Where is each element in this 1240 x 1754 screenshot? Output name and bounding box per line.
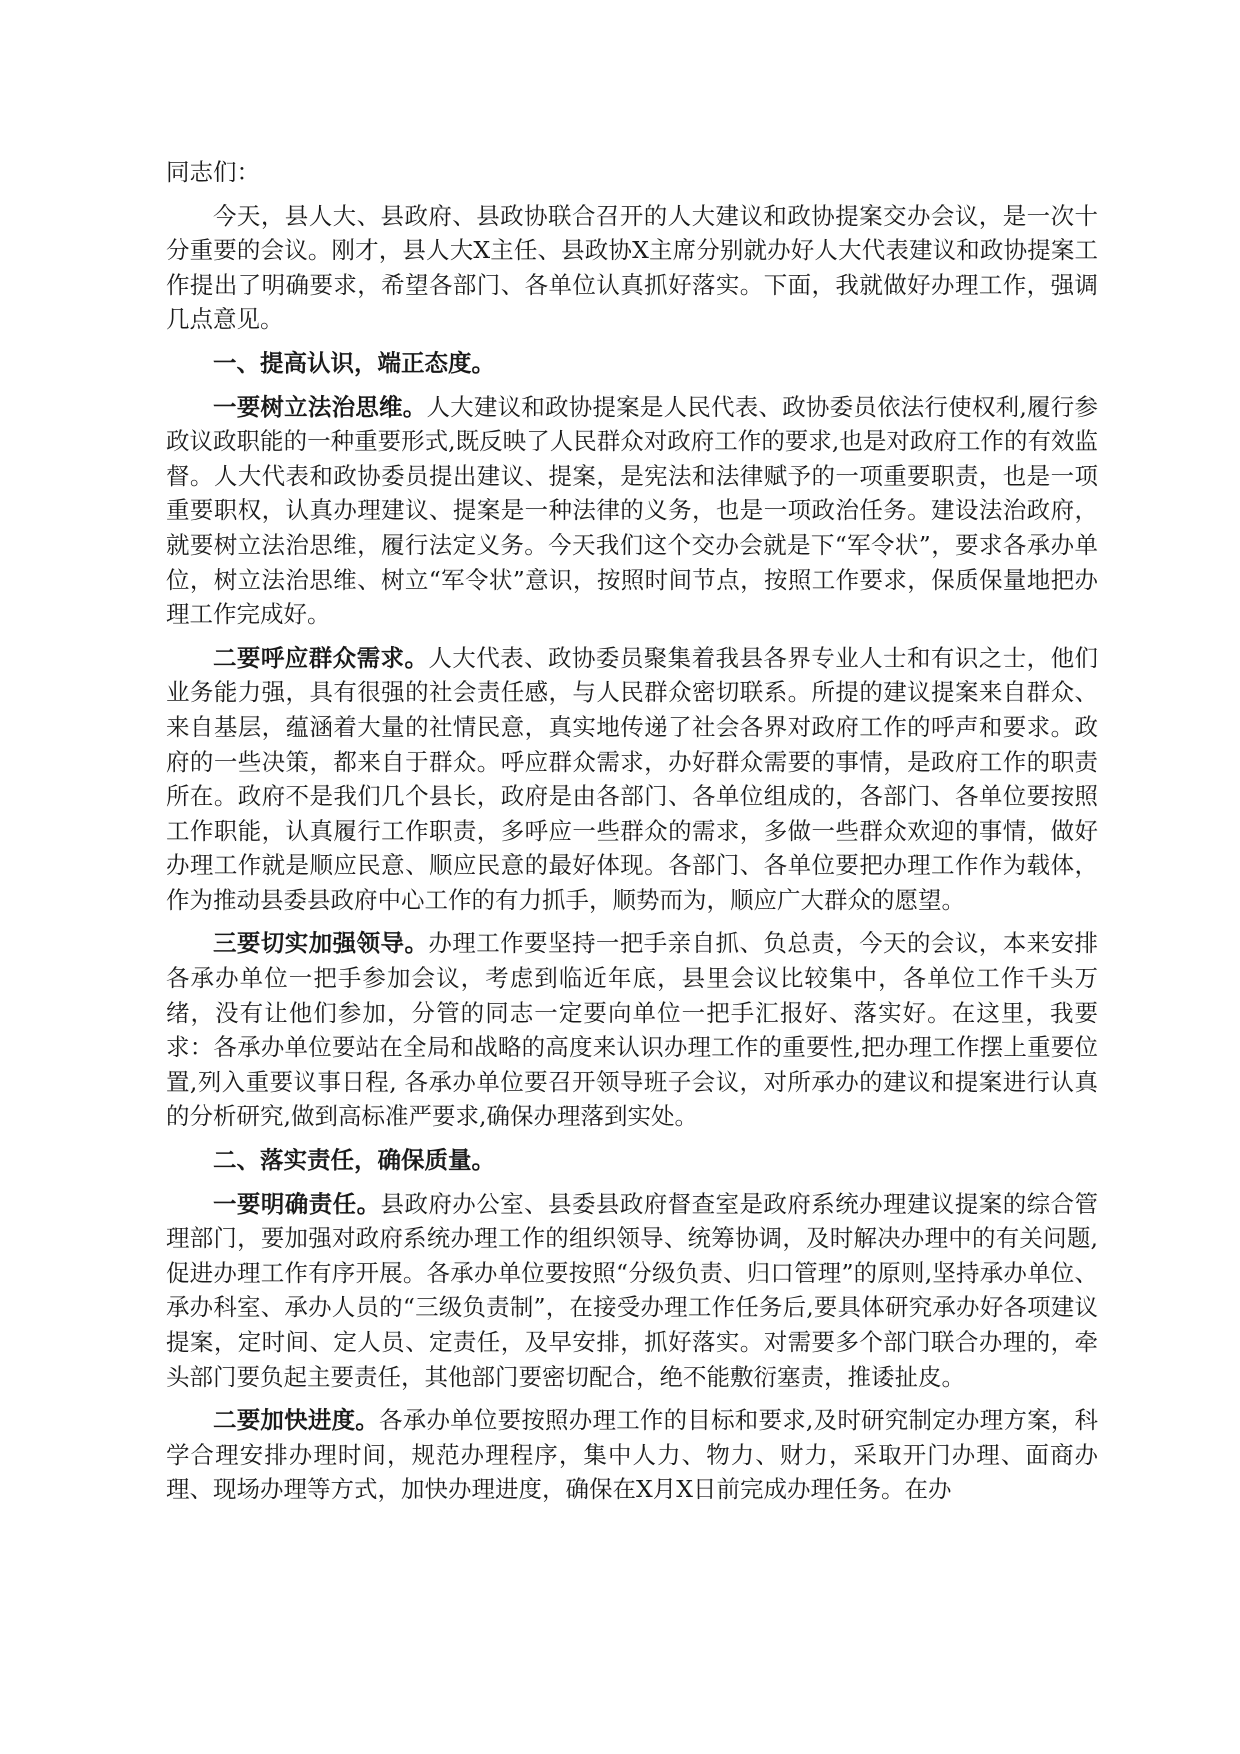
paragraph-text: 人大建议和政协提案是人民代表、政协委员依法行使权利,履行参政议政职能的一种重要形式,既反映了人民群众对政府工作的要求,也是对政府工作的有效监督。人大代表和政协委员提出建议、提案，是宪法和法律赋予的一项重要职责，也是一项重要职权，认真办理建议、提案是一种法律的义务，也是一项政治任务。建设法治政府，就要树立法治思维，履行法定义务。今天我们这个交办会就是下“军令状”，要求各承办单位，树立法治思维、树立“军令状”意识，按照时间节点，按照工作要求，保质保量地把办理工作完成好。	[166, 392, 1098, 629]
document-body	[166, 155, 1098, 1516]
paragraph-lead: 二要加快进度。	[213, 1406, 380, 1435]
section-2-paragraph-2	[166, 1403, 1098, 1507]
paragraph-lead: 一要明确责任。	[213, 1189, 381, 1218]
section-1-paragraph-1	[166, 390, 1098, 632]
section-2-paragraph-1	[166, 1187, 1098, 1395]
paragraph-text: 办理工作要坚持一把手亲自抓、负总责，今天的会议，本来安排各承办单位一把手参加会议，考虑到临近年底，县里会议比较集中，各单位工作千头万绪，没有让他们参加，分管的同志一定要向单位一把手汇报好、落实好。在这里，我要求：各承办单位要站在全局和战略的高度来认识办理工作的重要性,把办理工作摆上重要位置,列入重要议事日程, 各承办单位要召开领导班子会议，对所承办的建议和提案进行认真的分析研究,做到高标准严要求,确保办理落到实处。	[166, 929, 1098, 1131]
paragraph-text: 县政府办公室、县委县政府督查室是政府系统办理建议提案的综合管理部门，要加强对政府系统办理工作的组织领导、统筹协调，及时解决办理中的有关问题,促进办理工作有序开展。各承办单位要按照“分级负责、归口管理”的原则,坚持承办单位、承办科室、承办人员的“三级负责制”，在接受办理工作任务后,要具体研究承办好各项建议提案，定时间、定人员、定责任，及早安排，抓好落实。对需要多个部门联合办理的，牵头部门要负起主要责任，其他部门要密切配合，绝不能敷衍塞责，推诿扯皮。	[166, 1189, 1099, 1391]
section-1-paragraph-2	[166, 641, 1098, 918]
paragraph-lead: 一要树立法治思维。	[213, 392, 427, 421]
paragraph-text: 人大代表、政协委员聚集着我县各界专业人士和有识之士，他们业务能力强，具有很强的社会责任感，与人民群众密切联系。所提的建议提案来自群众、来自基层，蕴涵着大量的社情民意，真实地传递了社会各界对政府工作的呼声和要求。政府的一些决策，都来自于群众。呼应群众需求，办好群众需要的事情，是政府工作的职责所在。政府不是我们几个县长，政府是由各部门、各单位组成的，各部门、各单位要按照工作职能，认真履行工作职责，多呼应一些群众的需求，多做一些群众欢迎的事情，做好办理工作就是顺应民意、顺应民意的最好体现。各部门、各单位要把办理工作作为载体，作为推动县委县政府中心工作的有力抓手，顺势而为，顺应广大群众的愿望。	[166, 643, 1098, 914]
paragraph-lead: 三要切实加强领导。	[213, 929, 429, 958]
greeting: 同志们：	[166, 158, 260, 186]
section-1-heading: 一、提高认识，端正态度。	[213, 348, 495, 377]
paragraph-lead: 二要呼应群众需求。	[213, 643, 429, 672]
paragraph-text: 各承办单位要按照办理工作的目标和要求,及时研究制定办理方案，科学合理安排办理时间，规范办理程序，集中人力、物力、财力，采取开门办理、面商办理、现场办理等方式，加快办理进度，确保在X月X日前完成办理任务。在办	[166, 1406, 1098, 1504]
section-1-paragraph-3	[166, 926, 1098, 1134]
section-2-heading: 二、落实责任，确保质量。	[213, 1146, 495, 1175]
intro-paragraph: 今天，县人大、县政府、县政协联合召开的人大建议和政协提案交办会议，是一次十分重要的会议。刚才，县人大X主任、县政协X主席分别就办好人大代表建议和政协提案工作提出了明确要求，希望各部门、各单位认真抓好落实。下面，我就做好办理工作，强调几点意见。	[166, 201, 1098, 334]
